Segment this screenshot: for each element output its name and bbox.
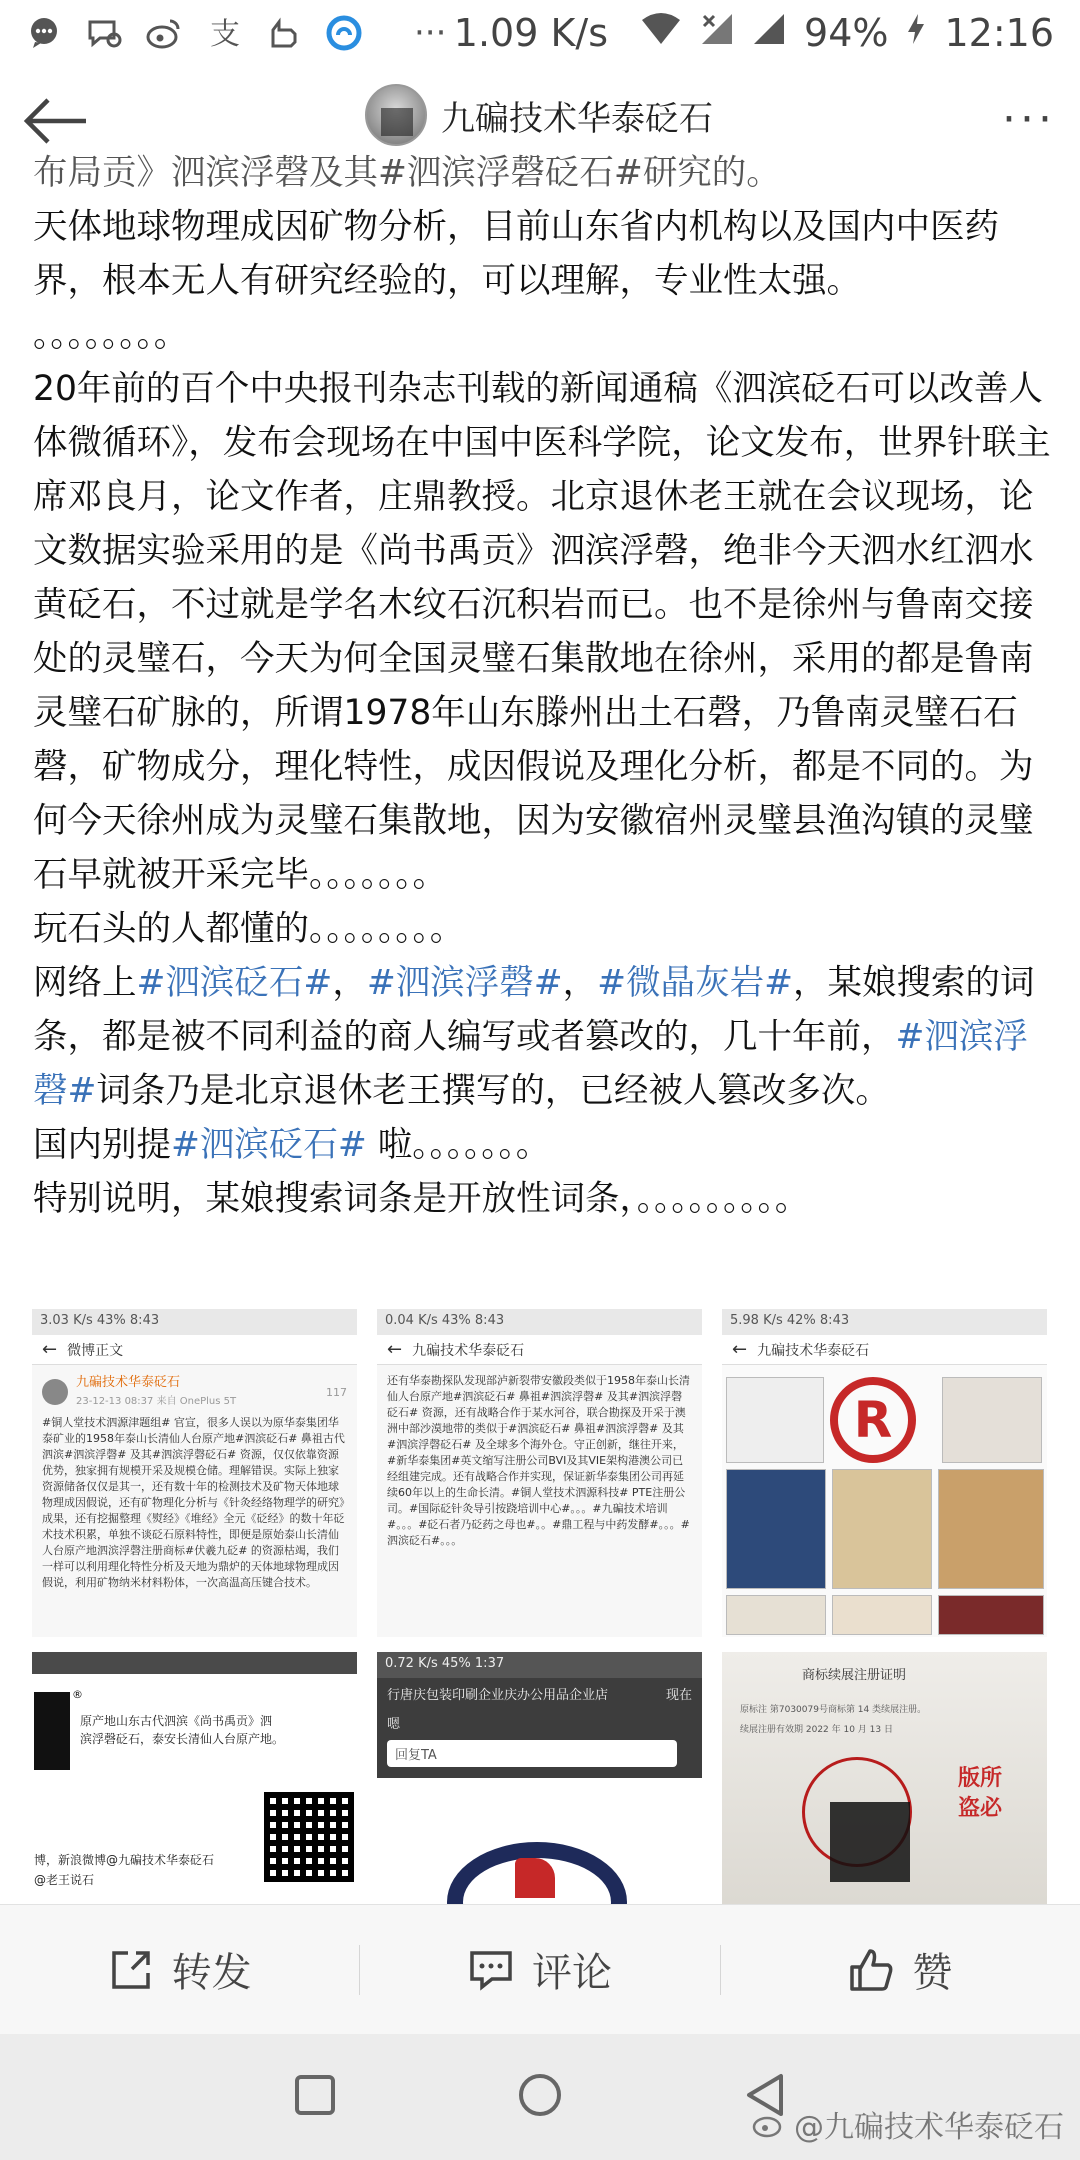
charging-icon — [906, 11, 926, 55]
t4-footer — [34, 1850, 214, 1890]
svg-text:支: 支 — [210, 17, 240, 52]
paragraph: 20年前的百个中央报刊杂志刊载的新闻通稿《泗滨砭石可以改善人体微循环》，发布会现场在中国中医科学院，论文发布，世界针联主席邓良月，论文作者，庄鼎教授。北京退休老王就在会议现场，论文数据实验采用的是《尚书禹贡》泗滨浮磬，绝非今天泗水红泗水黄砭石，不过就是学名木纹石沉积岩而已。也不是徐州与鲁南交接处的灵璧石，今天为何全国灵璧石集散地在徐州，采用的都是鲁南灵璧石矿脉的，所谓1978年山东滕州出土石磬，乃鲁南灵璧石石磬，矿物成分，理化特性，成因假说及理化分析，都是不同的。为何今天徐州成为灵璧石集散地，因为安徽宿州灵璧县渔沟镇的灵璧石早就被开采完毕。。。。。。。 — [33, 369, 1051, 895]
weibo-icon — [752, 2110, 786, 2138]
comment-button[interactable] — [360, 1941, 719, 1998]
thumb-status-text: 0.04 K/s 43% 8:43 — [385, 1313, 505, 1328]
text-span: 国内别提 — [33, 1125, 171, 1165]
more-options-button[interactable]: ··· — [1002, 94, 1056, 145]
share-icon — [108, 1947, 154, 1993]
t5-dark-panel — [377, 1678, 702, 1778]
thumb-name: 九碥技术华泰砭石 — [76, 1375, 181, 1390]
thumb-header-text: 九碥技术华泰砭石 — [757, 1342, 870, 1359]
status-notification-icons — [26, 13, 446, 53]
thumbs-up-icon — [848, 1947, 894, 1993]
recent-apps-button[interactable] — [293, 2073, 337, 2121]
caption-line: 原产地山东古代泗滨《尚书禹贡》泗 — [80, 1714, 273, 1728]
certificate-photo — [942, 1377, 1042, 1463]
certificate-photo — [726, 1469, 826, 1589]
square-icon — [293, 2073, 337, 2117]
thumb-status — [377, 1309, 702, 1335]
like-label: 赞 — [912, 1950, 953, 1996]
thumb-header — [377, 1335, 702, 1365]
dark-band — [32, 1652, 357, 1674]
thumb-header — [32, 1335, 357, 1365]
image-thumbnail[interactable] — [377, 1652, 702, 1904]
text-span: ，某娘搜索的词条，都是被不同利益的商人编写或者篡改的，几十年前， — [33, 963, 1035, 1057]
image-thumbnail[interactable] — [722, 1652, 1047, 1904]
circle-icon — [517, 2072, 563, 2118]
t4-caption — [80, 1712, 284, 1748]
certificate-line: 续展注册有效期 2022 年 10 月 13 日 — [740, 1725, 893, 1735]
thumb-text: #铜人堂技术泗源津题组# 官宣，很多人误以为原华泰集团华泰矿业的1958年泰山长清仙人台原产地#泗滨砭石# 鼻祖古代泗滨#泗滨浮磬# 及其#泗滨浮磬砭石# 资源，仅仅依靠资源优势，独家拥有规模开采及规模仓储。理解错误。实际上独家资源储备仅仅是其一，还有数十年的检测技术及矿物天体地球物理成因假说，还有矿物理化分析与《针灸经络物理学的研究》成果，还有挖掘整理《熨经》《堆经》全元《砭经》的数十年砭术技术积累，单独不谈砭石原料特性，即便是原始泰山长清仙人台原产地泗滨浮磬注册商标#伏羲九砭# 的资源枯竭，我们一样可以利用理化特性分析及天地为鼎炉的天体地球物理成因假说，利用矿物纳米材料粉体，一次高温高压键合技术。 — [42, 1416, 345, 1589]
image-thumbnail[interactable] — [722, 1309, 1047, 1637]
watermark-text: @九碥技术华泰砭石 — [794, 2110, 1064, 2145]
back-arrow-icon: ← — [387, 1339, 403, 1360]
shop-name: 行唐庆包装印刷企业庆办公用品企业店 — [387, 1688, 609, 1703]
image-thumbnail[interactable] — [32, 1652, 357, 1904]
certificate-line: 原标注 第7030079号商标第 14 类续展注册。 — [740, 1705, 927, 1715]
thumb-header-text: 微博正文 — [67, 1342, 124, 1359]
avatar — [42, 1379, 68, 1405]
thumb-status — [32, 1309, 357, 1335]
hashtag-link[interactable]: #泗滨浮磬# — [366, 963, 563, 1003]
certificate-photo — [726, 1595, 826, 1635]
image-thumbnail[interactable] — [377, 1309, 702, 1637]
watermark — [752, 2102, 1064, 2146]
certificate-title: 商标续展注册证明 — [802, 1668, 907, 1683]
clock: 12:16 — [944, 11, 1054, 55]
paragraph: 。。。。。。。。 — [33, 315, 189, 355]
like-button[interactable] — [721, 1941, 1080, 1998]
footer-line: 博，新浪微博@九碥技术华泰砭石 — [34, 1853, 215, 1867]
paragraph — [33, 956, 1053, 1118]
signal-icon — [752, 11, 786, 55]
thumb-status — [722, 1309, 1047, 1335]
weibo-icon — [146, 15, 182, 51]
repost-button[interactable] — [0, 1941, 359, 1998]
edge-browser-icon — [326, 15, 362, 51]
thumb-meta: 23-12-13 08:37 来自 OnePlus 5T — [76, 1396, 237, 1407]
time-label: 现在 — [665, 1688, 692, 1703]
hashtag-link[interactable]: #泗滨砭石# — [171, 1125, 367, 1165]
back-arrow-icon — [22, 96, 88, 146]
post-action-bar — [0, 1904, 1080, 2034]
battery-level: 94% — [804, 11, 889, 55]
text-span: 啦。。。。。。。 — [366, 1125, 551, 1165]
paragraph — [33, 1118, 1053, 1172]
thumb-header-text: 九碥技术华泰砭石 — [412, 1342, 525, 1359]
seal-logo-icon — [34, 1692, 70, 1770]
repost-label: 转发 — [171, 1950, 252, 1996]
wifi-icon — [640, 11, 682, 55]
seal-logo-icon — [830, 1802, 910, 1882]
back-arrow-icon: ← — [732, 1339, 748, 1360]
registered-mark: ® — [72, 1688, 83, 1701]
qr-code-icon — [264, 1792, 354, 1882]
network-speed: 1.09 K/s — [453, 11, 609, 55]
thumb-status-text: 3.03 K/s 43% 8:43 — [40, 1313, 160, 1328]
hashtag-link[interactable]: #泗滨浮磬# — [33, 1017, 1028, 1111]
registered-trademark-icon: R — [830, 1377, 916, 1463]
post-text — [33, 146, 1053, 1226]
logo-red-mark-icon — [515, 1858, 555, 1898]
paragraph: 特别说明，某娘搜索词条是开放性词条，。。。。。。。。。 — [33, 1179, 810, 1219]
thumb-status-text: 0.72 K/s 45% 1:37 — [385, 1656, 505, 1671]
copyright-text: 版所盗必 — [958, 1766, 1003, 1821]
certificate-photo — [726, 1377, 824, 1463]
sim-off-icon — [700, 11, 734, 55]
account-header[interactable] — [365, 84, 713, 146]
paragraph: 天体地球物理成因矿物分析，目前山东省内机构以及国内中医药界，根本无人有研究经验的，可以理解，专业性太强。 — [33, 207, 999, 301]
reply-input[interactable]: 回复TA — [387, 1740, 677, 1767]
certificate-photo — [832, 1595, 932, 1635]
certificate-photo — [938, 1595, 1044, 1635]
caption-line: 滨浮磬砭石，泰安长清仙人台原产地。 — [80, 1732, 285, 1746]
thumb-header — [722, 1335, 1047, 1365]
footer-line: @老王说石 — [34, 1873, 95, 1887]
hashtag-link[interactable]: #微晶灰岩# — [597, 963, 793, 1003]
home-button[interactable] — [517, 2072, 563, 2122]
comment-label: 评论 — [531, 1950, 612, 1996]
image-thumbnail[interactable] — [32, 1309, 357, 1637]
certificate-photo — [832, 1469, 932, 1589]
message-text: 嗯 — [387, 1717, 401, 1732]
message-bubble-icon — [86, 15, 122, 51]
t5-header — [387, 1684, 692, 1703]
thumb-text: 还有华泰勘探队发现部泸新裂带安徽段类似于1958年泰山长清仙人台原产地#泗滨砭石# 鼻祖#泗滨浮磬# 及其#泗滨浮磬砭石# 资源，还有战略合作于某水河谷，联合勘探及开采于澳洲中部沙漠地带的类似于#泗滨砭石# 鼻祖#泗滨浮磬# 及其#泗滨浮磬砭石# 及全球多个海外仓。守正创新，继往开来，#新华泰集团#英文缩写注册公司BVI及其VIE架构港澳公司已经组建完成。还有战略合作并实现，保证新华泰集团公司再延续60年以上的生命长清。#铜人堂技术泗源科技# PTE注册公司。#国际砭针灸导引按跷培训中心#。。。#九碥技术培训#。。。#砭石者乃砭药之母也#。。#鼎工程与中药发酵#。。。#泗滨砭石#。。。 — [387, 1374, 690, 1547]
partial-line: 布局贡》泗滨浮磬及其#泗滨浮磬砭石#研究的。 — [33, 153, 781, 193]
text-span: ， — [332, 963, 367, 1003]
avatar[interactable] — [365, 84, 427, 146]
alipay-icon — [206, 15, 242, 51]
text-span: 词条乃是北京退休老王撰写的，已经被人篡改多次。 — [96, 1071, 890, 1111]
chat-icon — [26, 15, 62, 51]
more-notifications: ··· — [414, 13, 447, 53]
text-span: 网络上 — [33, 963, 137, 1003]
thumb-count: 117 — [326, 1385, 347, 1399]
text-span: ， — [562, 963, 598, 1003]
hand-icon — [266, 15, 302, 51]
post-content — [0, 153, 1080, 1904]
thumb-status — [377, 1652, 702, 1678]
thumb-body — [32, 1365, 357, 1599]
thumb-status-text: 5.98 K/s 42% 8:43 — [730, 1313, 850, 1328]
status-bar — [0, 0, 1080, 66]
certificate-photo — [938, 1469, 1044, 1589]
hashtag-link[interactable]: #泗滨砭石# — [136, 963, 333, 1003]
paragraph: 玩石头的人都懂的。。。。。。。。 — [33, 909, 465, 949]
back-arrow-icon: ← — [42, 1339, 58, 1360]
account-name: 九碥技术华泰砭石 — [441, 98, 713, 139]
comment-icon — [468, 1947, 514, 1993]
